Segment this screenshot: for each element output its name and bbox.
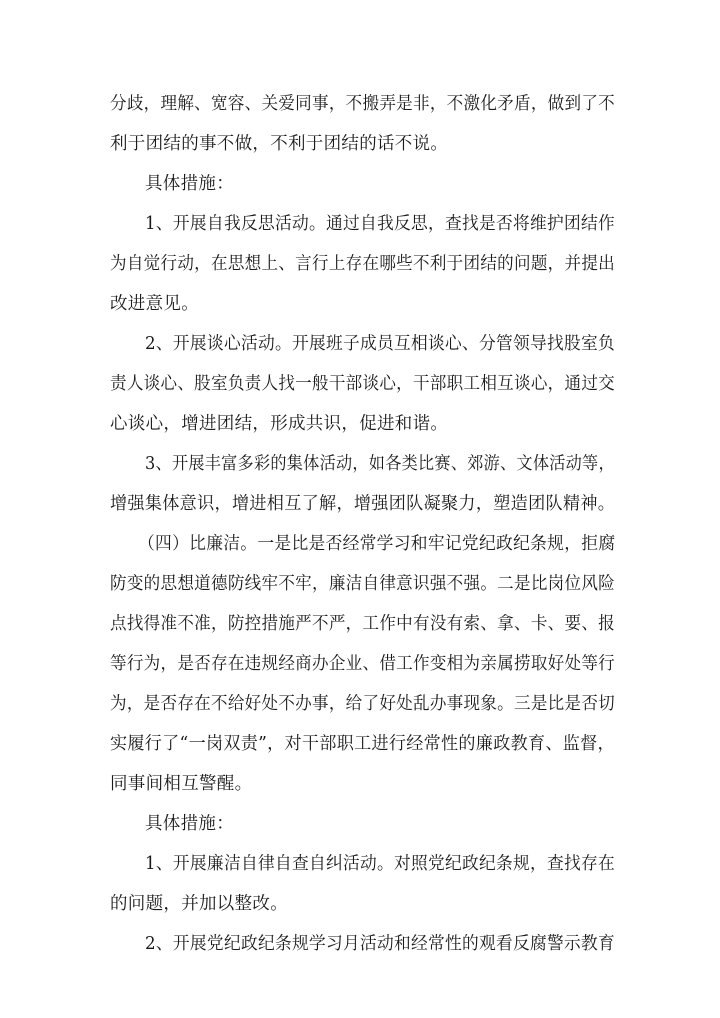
- section-heading: 具体措施：: [145, 174, 234, 194]
- text-line: 改进意见。: [110, 294, 199, 314]
- text-line: 分歧，理解、宽容、关爱同事，不搬弄是非，不激化矛盾，做到了不: [110, 94, 616, 114]
- text-line: 同事间相互警醒。: [110, 774, 253, 794]
- text-line: 心谈心，增进团结，形成共识，促进和谐。: [110, 414, 449, 434]
- text-line: 增强集体意识，增进相互了解，增强团队凝聚力，塑造团队精神。: [110, 494, 616, 514]
- text-line: 实履行了“一岗双责”，对干部职工进行经常性的廉政教育、监督，: [110, 734, 615, 754]
- text-line: 为，是否存在不给好处不办事，给了好处乱办事现象。三是比是否切: [110, 694, 616, 714]
- text-line: 点找得准不准，防控措施严不严，工作中有没有索、拿、卡、要、报: [110, 614, 616, 634]
- text-line: 2、开展党纪政纪条规学习月活动和经常性的观看反腐警示教育: [145, 934, 616, 954]
- text-line: 利于团结的事不做，不利于团结的话不说。: [110, 134, 449, 154]
- section-heading: 具体措施：: [145, 814, 234, 834]
- text-line: 等行为，是否存在违规经商办企业、借工作变相为亲属捞取好处等行: [110, 654, 616, 674]
- text-line: 3、开展丰富多彩的集体活动，如各类比赛、郊游、文体活动等，: [145, 454, 615, 474]
- text-line: 责人谈心、股室负责人找一般干部谈心，干部职工相互谈心，通过交: [110, 374, 616, 394]
- text-line: 1、开展自我反思活动。通过自我反思，查找是否将维护团结作: [145, 214, 616, 234]
- text-line: 为自觉行动，在思想上、言行上存在哪些不利于团结的问题，并提出: [110, 254, 616, 274]
- text-line: 的问题，并加以整改。: [110, 894, 288, 914]
- text-line: （四）比廉洁。一是比是否经常学习和牢记党纪政纪条规，拒腐: [138, 534, 616, 554]
- text-line: 1、开展廉洁自律自查自纠活动。对照党纪政纪条规，查找存在: [145, 854, 616, 874]
- text-line: 2、开展谈心活动。开展班子成员互相谈心、分管领导找股室负: [145, 334, 616, 354]
- text-line: 防变的思想道德防线牢不牢，廉洁自律意识强不强。二是比岗位风险: [110, 574, 616, 594]
